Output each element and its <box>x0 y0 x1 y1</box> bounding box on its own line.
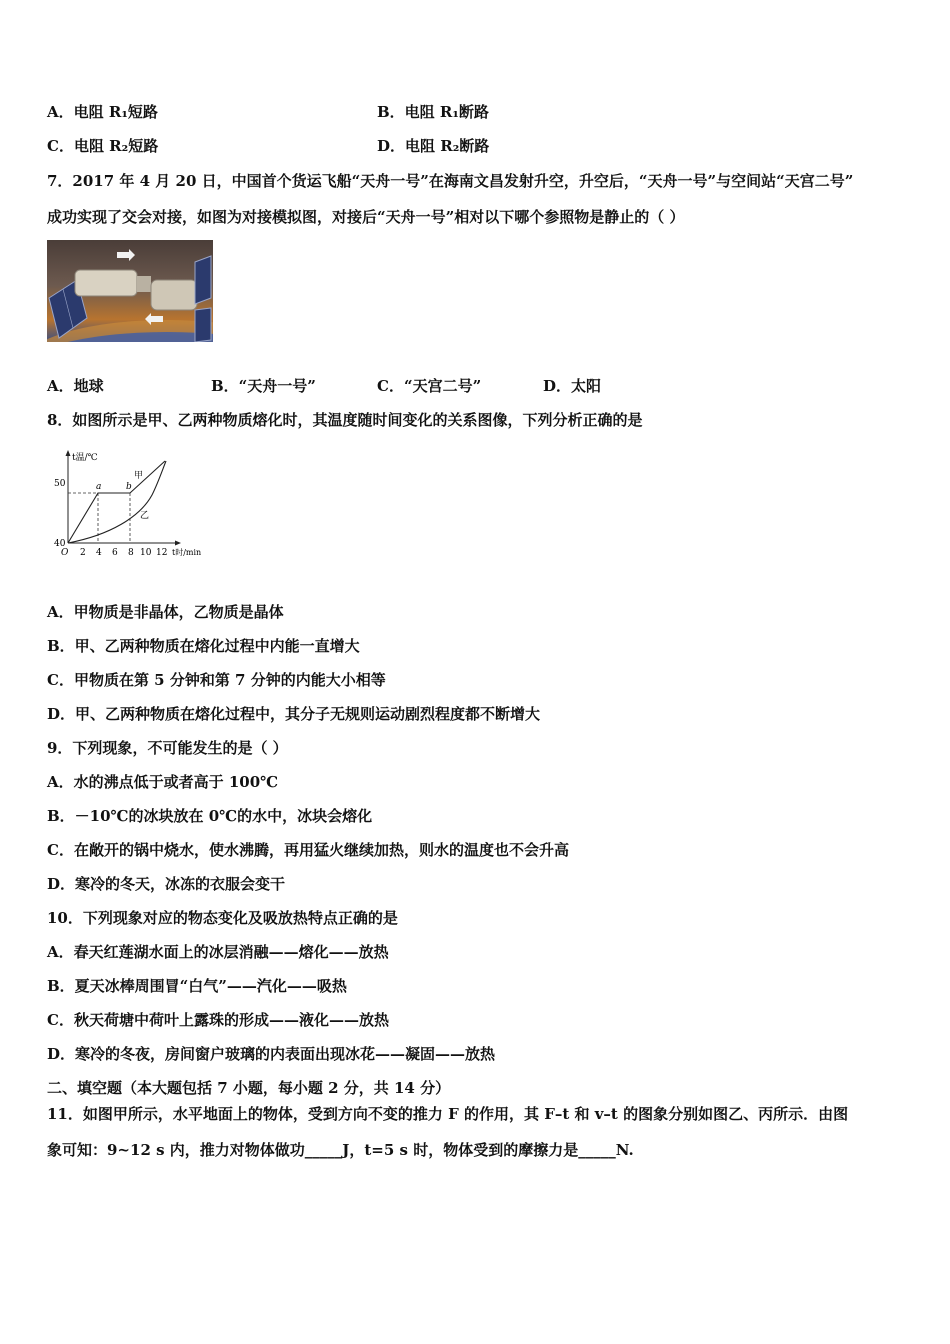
q7-stem-line1: 7．2017 年 4 月 20 日，中国首个货运飞船“天舟一号”在海南文昌发射升空，升空后，“天舟一号”与空间站“天宫二号” <box>47 172 854 190</box>
x-tick-6: 6 <box>112 548 118 558</box>
curve-jia <box>68 461 165 543</box>
q7-option-a: A．地球 <box>47 377 104 395</box>
q9-option-b: B．－10℃的冰块放在 0℃的水中，冰块会熔化 <box>47 807 373 825</box>
q9-option-d: D．寒冷的冬天，冰冻的衣服会变干 <box>47 875 286 893</box>
q8-stem: 8．如图所示是甲、乙两种物质熔化时，其温度随时间变化的关系图像，下列分析正确的是 <box>47 411 643 429</box>
y-axis-arrow <box>66 450 71 456</box>
q6-option-b: B．电阻 R₁断路 <box>377 103 489 121</box>
q7-option-b: B．“天舟一号” <box>211 377 316 395</box>
curve-yi-label: 乙 <box>140 511 150 521</box>
q6-option-c: C．电阻 R₂短路 <box>47 137 159 155</box>
q10-option-b: B．夏天冰棒周围冒“白气”——汽化——吸热 <box>47 977 347 995</box>
q11-stem-line1: 11．如图甲所示，水平地面上的物体，受到方向不变的推力 F 的作用，其 F–t 和 v–t 的图象分别如图乙、丙所示．由图 <box>47 1105 849 1123</box>
curve-jia-label: 甲 <box>134 471 144 481</box>
q9-option-c: C．在敞开的锅中烧水，使水沸腾，再用猛火继续加热，则水的温度也不会升高 <box>47 841 569 859</box>
q10-option-c: C．秋天荷塘中荷叶上露珠的形成——液化——放热 <box>47 1011 389 1029</box>
q10-stem: 10．下列现象对应的物态变化及吸放热特点正确的是 <box>47 909 398 927</box>
x-tick-2: 2 <box>80 548 86 558</box>
docking-illustration <box>47 240 213 342</box>
point-b-label: b <box>126 482 132 492</box>
x-tick-10: 10 <box>140 548 152 558</box>
x-tick-4: 4 <box>96 548 102 558</box>
y-tick-50: 50 <box>54 479 66 489</box>
q7-option-d: D．太阳 <box>543 377 602 395</box>
q7-option-c: C．“天宫二号” <box>377 377 482 395</box>
x-tick-12: 12 <box>156 548 168 558</box>
docking-photo <box>47 240 213 342</box>
q10-option-a: A．春天红莲湖水面上的冰层消融——熔化——放热 <box>47 943 389 961</box>
x-tick-8: 8 <box>128 548 134 558</box>
x-axis-arrow <box>175 541 181 546</box>
origin-label: O <box>61 548 69 558</box>
q9-stem: 9．下列现象，不可能发生的是（ ） <box>47 739 288 757</box>
q10-option-d: D．寒冷的冬夜，房间窗户玻璃的内表面出现冰花——凝固——放热 <box>47 1045 496 1063</box>
y-axis-label: t温/℃ <box>72 453 98 463</box>
q6-option-d: D．电阻 R₂断路 <box>377 137 490 155</box>
point-a-label: a <box>96 482 102 492</box>
q11-stem-line2: 象可知：9~12 s 内，推力对物体做功_____J，t=5 s 时，物体受到的摩擦力是_____N. <box>47 1141 634 1159</box>
melting-graph <box>50 447 210 563</box>
x-axis-label: t时/min <box>172 548 202 557</box>
q8-option-c: C．甲物质在第 5 分钟和第 7 分钟的内能大小相等 <box>47 671 386 689</box>
q8-option-a: A．甲物质是非晶体，乙物质是晶体 <box>47 603 284 621</box>
q6-option-a: A．电阻 R₁短路 <box>47 103 158 121</box>
q7-stem-line2: 成功实现了交会对接，如图为对接模拟图，对接后“天舟一号”相对以下哪个参照物是静止的（ ） <box>47 208 685 226</box>
q8-option-d: D．甲、乙两种物质在熔化过程中，其分子无规则运动剧烈程度都不断增大 <box>47 705 541 723</box>
section-title: 二、填空题（本大题包括 7 小题，每小题 2 分，共 14 分） <box>47 1079 451 1097</box>
q9-option-a: A．水的沸点低于或者高于 100℃ <box>47 773 279 791</box>
y-tick-40: 40 <box>54 539 66 549</box>
q8-option-b: B．甲、乙两种物质在熔化过程中内能一直增大 <box>47 637 360 655</box>
